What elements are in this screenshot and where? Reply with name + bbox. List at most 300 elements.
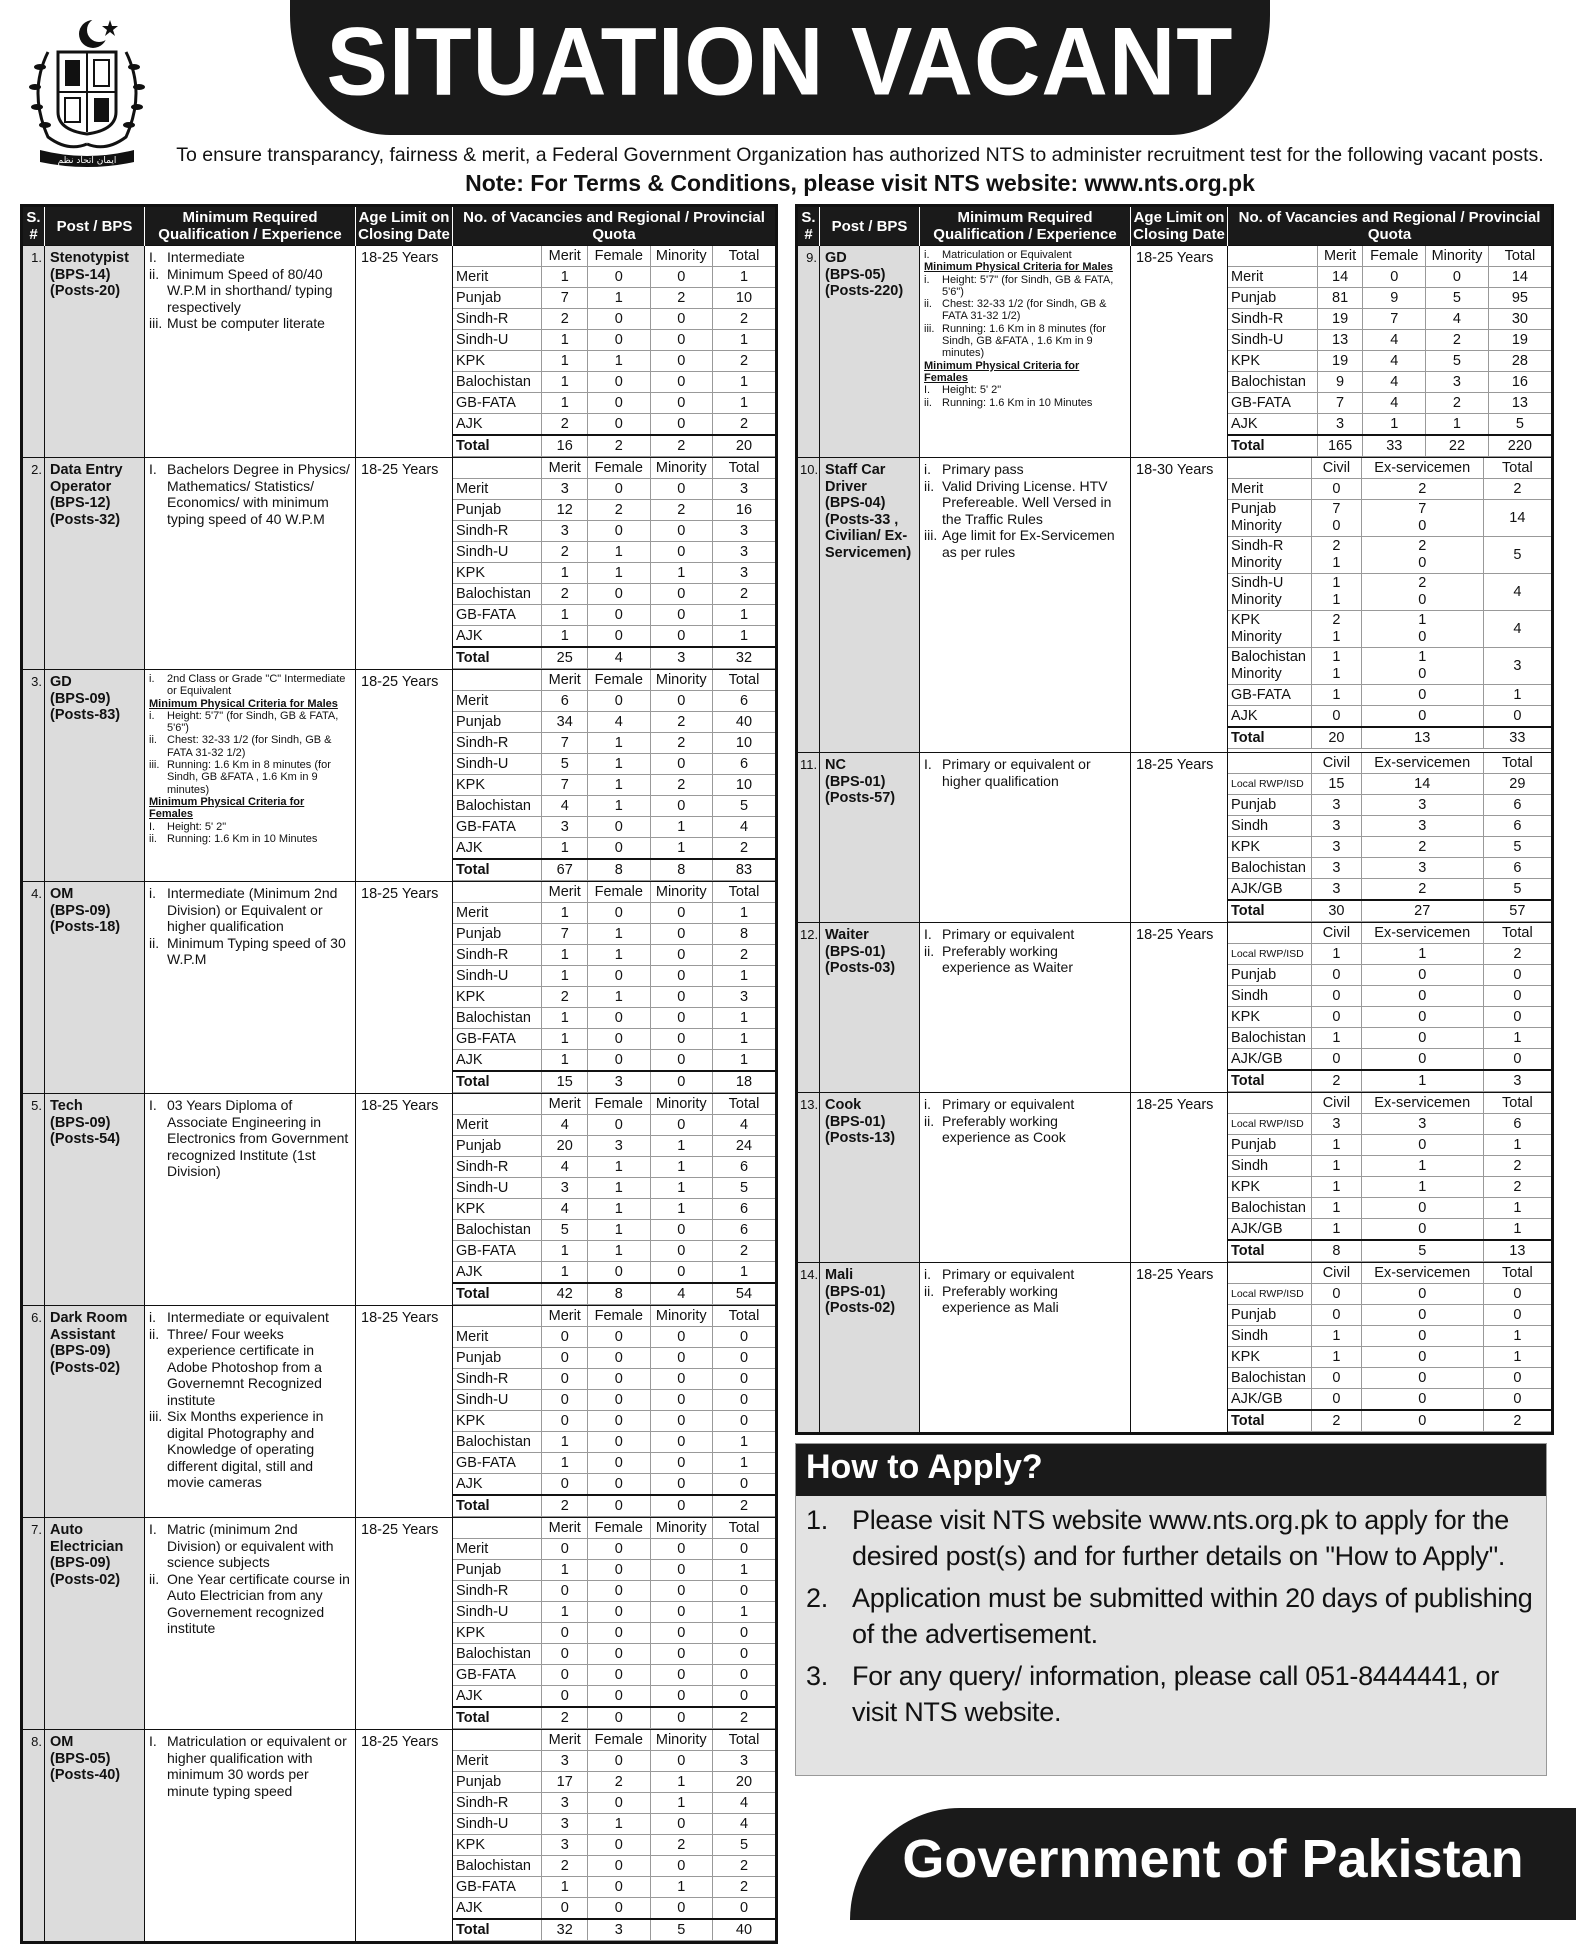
quota-row bbox=[453, 351, 775, 372]
quota-value: 5 bbox=[1483, 879, 1551, 901]
quota-value: 6 bbox=[1483, 795, 1551, 816]
quota-value: 0 bbox=[1312, 1389, 1362, 1411]
quota-value: 0 bbox=[650, 372, 712, 393]
quota-col-header: Total bbox=[713, 882, 776, 903]
job-quota bbox=[453, 670, 777, 882]
qualification-num: i. bbox=[924, 273, 930, 286]
post-line: NC bbox=[825, 757, 846, 773]
job-age-limit: 18-25 Years bbox=[356, 1730, 453, 1943]
quota-value: 0 bbox=[650, 1029, 712, 1050]
quota-value: 8 bbox=[1312, 1240, 1362, 1262]
quota-value: 0 bbox=[1361, 706, 1483, 728]
quota-value: 1 bbox=[713, 267, 776, 288]
job-number: 14. bbox=[797, 1263, 820, 1434]
intro-text: To ensure transparancy, fairness & merit, a Federal Government Organization has authorized NTS to administer recruitment test for the following vacant posts. bbox=[176, 144, 1544, 166]
quota-region: Total bbox=[1228, 1070, 1312, 1092]
job-post bbox=[820, 1093, 920, 1263]
job-post bbox=[820, 923, 920, 1093]
quota-value: 5 bbox=[1361, 1240, 1483, 1262]
quota-value: 0 bbox=[1361, 1049, 1483, 1071]
quota-value: 1 bbox=[1426, 414, 1489, 436]
quota-row bbox=[453, 1262, 775, 1284]
quota-value: 1 bbox=[713, 1050, 776, 1072]
qualification-num: i. bbox=[924, 461, 931, 477]
quota-value: 7 bbox=[542, 775, 588, 796]
quota-value: 1 bbox=[1361, 1156, 1483, 1177]
post-line: Civilian/ Ex- bbox=[825, 528, 908, 544]
quota-value: 1 bbox=[542, 1453, 588, 1474]
quota-value: 0 bbox=[650, 1348, 712, 1369]
quota-value: 5 bbox=[1483, 837, 1551, 858]
quota-header-row bbox=[453, 670, 775, 691]
quota-region: AJK/GB bbox=[1228, 1049, 1312, 1071]
quota-value: 6 bbox=[1483, 858, 1551, 879]
post-line: (Posts-32) bbox=[50, 511, 121, 528]
quota-region: Sindh-R bbox=[1228, 309, 1317, 330]
quota-row bbox=[453, 1348, 775, 1369]
quota-col-header: Ex-servicemen bbox=[1361, 753, 1483, 774]
apply-step-number: 3. bbox=[806, 1661, 828, 1691]
terms-note: Note: For Terms & Conditions, please visit NTS website: www.nts.org.pk bbox=[465, 170, 1255, 196]
qualification-text: 03 Years Diploma of Associate Engineering in Electronics from Government recognized Institute (1st Division) bbox=[167, 1097, 349, 1179]
quota-value: 3 bbox=[542, 1835, 588, 1856]
qualification-text: Matriculation or Equivalent bbox=[942, 249, 1072, 261]
quota-value: 0 bbox=[1361, 685, 1483, 706]
qualification-num: I. bbox=[149, 820, 156, 833]
quota-value: 0 bbox=[650, 1581, 712, 1602]
quota-total-row bbox=[453, 1919, 775, 1941]
quota-value: 0 bbox=[650, 1707, 712, 1729]
quota-value: 7 bbox=[1363, 309, 1426, 330]
quota-region: AJK bbox=[453, 1898, 542, 1920]
qualification-item bbox=[149, 935, 351, 968]
quota-row bbox=[453, 309, 775, 330]
quota-region: AJK bbox=[453, 414, 542, 436]
job-post bbox=[45, 670, 145, 882]
quota-col-header: Minority bbox=[650, 670, 712, 691]
quota-region: Local RWP/ISD bbox=[1228, 1114, 1312, 1135]
quota-row bbox=[453, 1029, 775, 1050]
quota-row bbox=[453, 1644, 775, 1665]
quota-value: 0 bbox=[588, 1008, 650, 1029]
quota-value: 4 bbox=[713, 817, 776, 838]
quota-value: 0 bbox=[588, 267, 650, 288]
quota-row bbox=[453, 1199, 775, 1220]
post-line: (Posts-83) bbox=[50, 707, 121, 723]
quota-value: 8 bbox=[713, 924, 776, 945]
apply-step bbox=[796, 1652, 1546, 1730]
quota-value: 0 bbox=[713, 1898, 776, 1920]
quota-region: GB-FATA bbox=[1228, 685, 1312, 706]
job-number: 6. bbox=[22, 1306, 45, 1518]
quota-value: 1 bbox=[542, 1432, 588, 1453]
quota-value: 0 bbox=[650, 1474, 712, 1496]
qualification-text: Primary pass bbox=[942, 461, 1024, 477]
quota-col-header: Total bbox=[713, 246, 776, 267]
quota-value: 0 bbox=[542, 1474, 588, 1496]
qualification-text: Running: 1.6 Km in 10 Minutes bbox=[167, 832, 318, 845]
quota-value: 3 bbox=[713, 521, 776, 542]
quota-row bbox=[453, 1560, 775, 1581]
quota-value: 1 bbox=[542, 267, 588, 288]
quota-value: 0 bbox=[542, 1327, 588, 1348]
quota-row bbox=[453, 1369, 775, 1390]
quota-row bbox=[1228, 1135, 1551, 1156]
criteria-heading: Minimum Physical Criteria for Females bbox=[924, 359, 1080, 384]
qualification-num: ii. bbox=[149, 1325, 160, 1342]
quota-value: 0 bbox=[542, 1369, 588, 1390]
quota-row bbox=[1228, 574, 1551, 611]
qualification-text: Intermediate (Minimum 2nd Division) or Equivalent or higher qualification bbox=[167, 885, 338, 934]
quota-value: 9 bbox=[1363, 288, 1426, 309]
quota-value: 15 bbox=[1312, 774, 1362, 795]
quota-col-header: Ex-servicemen bbox=[1361, 1263, 1483, 1284]
quota-value: 0 bbox=[650, 267, 712, 288]
quota-value: 1 bbox=[1483, 1028, 1551, 1049]
quota-value: 0 bbox=[588, 1539, 650, 1560]
qualification-num: i. bbox=[924, 249, 930, 261]
quota-value: 33 bbox=[1483, 727, 1551, 749]
quota-value: 0 bbox=[588, 1602, 650, 1623]
quota-value: 0 bbox=[650, 1390, 712, 1411]
quota-value: 5 bbox=[542, 1220, 588, 1241]
job-quota bbox=[453, 1094, 777, 1306]
quota-row bbox=[1228, 414, 1551, 436]
quota-row bbox=[453, 479, 775, 500]
quota-col-header: Minority bbox=[650, 1094, 712, 1115]
quota-row bbox=[453, 330, 775, 351]
quota-row bbox=[453, 372, 775, 393]
quota-value: 1 bbox=[542, 1262, 588, 1284]
quota-value: 0 bbox=[588, 817, 650, 838]
quota-col-header: Female bbox=[588, 1730, 650, 1751]
quota-col-header: Total bbox=[1483, 1263, 1551, 1284]
quota-value: 0 bbox=[1361, 1368, 1483, 1389]
quota-value: 3 bbox=[1361, 816, 1483, 837]
quota-row bbox=[453, 288, 775, 309]
job-quota bbox=[453, 1518, 777, 1730]
quota-region: Sindh-U bbox=[453, 754, 542, 775]
quota-col-header: Merit bbox=[542, 1094, 588, 1115]
quota-value: 0 bbox=[713, 1390, 776, 1411]
quota-col-header: Total bbox=[713, 1094, 776, 1115]
qualification-num: I. bbox=[924, 926, 932, 942]
quota-value: 3 bbox=[542, 817, 588, 838]
quota-col-header: Civil bbox=[1312, 458, 1362, 479]
quota-corner bbox=[1228, 753, 1312, 774]
quota-row bbox=[453, 796, 775, 817]
quota-value: 1 bbox=[713, 372, 776, 393]
quota-value: 1 bbox=[542, 1029, 588, 1050]
quota-region: Sindh-R bbox=[453, 733, 542, 754]
quota-total-row bbox=[453, 435, 775, 457]
quota-col-header: Total bbox=[713, 1730, 776, 1751]
quota-value: 0 bbox=[650, 351, 712, 372]
job-age-limit: 18-25 Years bbox=[1131, 246, 1228, 458]
quota-value: 1 bbox=[588, 1157, 650, 1178]
quota-value: 1 bbox=[1361, 1070, 1483, 1092]
quota-col-header: Minority bbox=[1426, 246, 1489, 267]
quota-value: 1 bbox=[542, 838, 588, 860]
qualification-item bbox=[924, 943, 1126, 976]
qualification-num: ii. bbox=[149, 265, 160, 282]
quota-region: Balochistan bbox=[1228, 1368, 1312, 1389]
quota-value: 6 bbox=[713, 1157, 776, 1178]
post-line: Operator bbox=[50, 478, 112, 495]
quota-region: Sindh-U bbox=[453, 330, 542, 351]
quota-value: 1 bbox=[588, 945, 650, 966]
quota-region: Sindh-R bbox=[453, 1793, 542, 1814]
quota-region: GB-FATA bbox=[453, 1453, 542, 1474]
quota-value: 1 bbox=[588, 775, 650, 796]
quota-value: 0 bbox=[713, 1474, 776, 1496]
quota-value: 3 bbox=[1361, 858, 1483, 879]
quota-region: KPK bbox=[453, 1623, 542, 1644]
quota-value: 4 bbox=[588, 647, 650, 669]
quota-row bbox=[1228, 774, 1551, 795]
quota-value: 1 bbox=[588, 987, 650, 1008]
quota-region: GB-FATA bbox=[453, 393, 542, 414]
quota-value: 0 bbox=[650, 754, 712, 775]
job-age-limit: 18-25 Years bbox=[1131, 1093, 1228, 1263]
job-number: 2. bbox=[22, 458, 45, 670]
quota-region: Balochistan bbox=[453, 1856, 542, 1877]
quota-row bbox=[1228, 1305, 1551, 1326]
post-line: Assistant bbox=[50, 1326, 116, 1343]
quota-value: 1 0 bbox=[1361, 648, 1483, 685]
qualification-item bbox=[149, 1326, 351, 1409]
qualification-item bbox=[149, 266, 351, 316]
qualification-text: 2nd Class or Grade "C" Intermediate or Equivalent bbox=[167, 673, 346, 698]
post-line: (Posts-02) bbox=[825, 1300, 896, 1316]
quota-value: 3 bbox=[713, 1751, 776, 1772]
quota-row bbox=[1228, 288, 1551, 309]
quota-region: Total bbox=[1228, 727, 1312, 749]
job-row bbox=[797, 923, 1553, 1093]
quota-value: 7 bbox=[542, 288, 588, 309]
qualification-num: ii. bbox=[149, 734, 157, 747]
job-number: 3. bbox=[22, 670, 45, 882]
quota-value: 2 bbox=[542, 1707, 588, 1729]
post-line: Electrician bbox=[50, 1538, 124, 1555]
quota-value: 5 bbox=[1426, 288, 1489, 309]
quota-value: 220 bbox=[1488, 435, 1551, 457]
quota-value: 1 bbox=[542, 1050, 588, 1072]
job-post bbox=[45, 1306, 145, 1518]
quota-header-row bbox=[1228, 1093, 1551, 1114]
quota-value: 16 bbox=[713, 500, 776, 521]
quota-value: 2 bbox=[650, 288, 712, 309]
quota-value: 0 bbox=[1363, 267, 1426, 288]
quota-region: KPK bbox=[1228, 1007, 1312, 1028]
quota-row bbox=[1228, 1028, 1551, 1049]
quota-region: Total bbox=[453, 1283, 542, 1305]
quota-value: 0 bbox=[650, 1411, 712, 1432]
quota-value: 1 bbox=[1483, 1135, 1551, 1156]
quota-col-header: Ex-servicemen bbox=[1361, 458, 1483, 479]
post-line: Tech bbox=[50, 1098, 83, 1114]
qualification-num: ii. bbox=[149, 934, 160, 951]
quota-total-row bbox=[453, 859, 775, 881]
quota-value: 3 bbox=[1312, 837, 1362, 858]
quota-value: 2 bbox=[1483, 944, 1551, 965]
quota-region: AJK bbox=[453, 1262, 542, 1284]
quota-value: 4 bbox=[1483, 574, 1551, 611]
qualification-num: i. bbox=[924, 1096, 931, 1112]
quota-value: 24 bbox=[713, 1136, 776, 1157]
quota-row bbox=[1228, 330, 1551, 351]
quota-value: 3 bbox=[1361, 795, 1483, 816]
quota-row bbox=[453, 1178, 775, 1199]
post-line: (Posts-220) bbox=[825, 283, 904, 299]
quota-col-header: Merit bbox=[542, 246, 588, 267]
post-line: (BPS-01) bbox=[825, 773, 886, 790]
quota-value: 8 bbox=[588, 859, 650, 881]
job-age-limit: 18-25 Years bbox=[1131, 923, 1228, 1093]
vacancy-table-right bbox=[795, 204, 1554, 1435]
quota-row bbox=[453, 1327, 775, 1348]
quota-value: 3 bbox=[713, 479, 776, 500]
quota-value: 1 bbox=[713, 1262, 776, 1284]
quota-value: 165 bbox=[1317, 435, 1363, 457]
quota-value: 0 bbox=[588, 903, 650, 924]
post-line: (BPS-05) bbox=[825, 266, 886, 283]
quota-corner bbox=[1228, 246, 1317, 267]
quota-value: 1 bbox=[1312, 1156, 1362, 1177]
qualification-text: Primary or equivalent bbox=[942, 926, 1075, 942]
quota-region: Sindh-R bbox=[453, 309, 542, 330]
quota-value: 0 bbox=[650, 1602, 712, 1623]
qualification-num: iii. bbox=[149, 315, 163, 331]
job-quota bbox=[1228, 753, 1553, 923]
quota-value: 7 bbox=[1317, 393, 1363, 414]
quota-value: 1 bbox=[1483, 685, 1551, 706]
quota-value: 0 bbox=[650, 393, 712, 414]
quota-region: Punjab bbox=[453, 500, 542, 521]
quota-value: 1 bbox=[713, 626, 776, 648]
quota-table bbox=[1228, 246, 1551, 457]
quota-region: AJK bbox=[453, 1474, 542, 1496]
quota-value: 1 bbox=[1312, 1326, 1362, 1347]
quota-value: 1 bbox=[542, 626, 588, 648]
quota-row bbox=[453, 1835, 775, 1856]
job-age-limit: 18-25 Years bbox=[356, 1306, 453, 1518]
post-line: (BPS-01) bbox=[825, 1113, 886, 1130]
quota-row bbox=[453, 945, 775, 966]
quota-value: 1 bbox=[650, 563, 712, 584]
qualification-text: Primary or equivalent bbox=[942, 1266, 1075, 1282]
job-row bbox=[22, 1094, 777, 1306]
quota-value: 2 bbox=[713, 838, 776, 860]
quota-table bbox=[1228, 458, 1551, 749]
quota-col-header: Merit bbox=[542, 670, 588, 691]
quota-value: 4 bbox=[542, 1157, 588, 1178]
qualification-text: Height: 5'7" (for Sindh, GB & FATA, 5'6") bbox=[167, 709, 339, 735]
quota-value: 2 bbox=[713, 1495, 776, 1517]
age-header: Age Limit on Closing Date bbox=[356, 206, 453, 246]
quota-value: 0 bbox=[650, 1623, 712, 1644]
qualification-item bbox=[149, 1521, 351, 1571]
quota-value: 2 bbox=[588, 435, 650, 457]
post-line: (BPS-09) bbox=[50, 1555, 111, 1571]
quota-value: 1 bbox=[542, 966, 588, 987]
quota-region: Total bbox=[453, 859, 542, 881]
quota-region: Punjab Minority bbox=[1228, 500, 1312, 537]
quota-value: 0 bbox=[650, 414, 712, 436]
quota-value: 1 bbox=[650, 1772, 712, 1793]
quota-value: 20 bbox=[542, 1136, 588, 1157]
job-post bbox=[45, 246, 145, 458]
quota-region: Punjab bbox=[1228, 795, 1312, 816]
quota-col-header: Female bbox=[588, 1306, 650, 1327]
quota-value: 2 bbox=[588, 500, 650, 521]
quota-value: 3 bbox=[1312, 858, 1362, 879]
quota-value: 6 bbox=[542, 691, 588, 712]
quota-region: GB-FATA bbox=[453, 1241, 542, 1262]
quota-value: 6 bbox=[713, 691, 776, 712]
job-number: 5. bbox=[22, 1094, 45, 1306]
quota-value: 14 bbox=[1483, 500, 1551, 537]
quota-region: Balochistan Minority bbox=[1228, 648, 1312, 685]
quota-region: Local RWP/ISD bbox=[1228, 774, 1312, 795]
qualification-num: iii. bbox=[149, 759, 160, 772]
quota-value: 0 bbox=[650, 796, 712, 817]
quota-value: 2 bbox=[713, 1241, 776, 1262]
quota-region: Balochistan bbox=[453, 796, 542, 817]
quota-value: 2 bbox=[650, 712, 712, 733]
quota-value: 1 bbox=[542, 1877, 588, 1898]
post-line: Servicemen) bbox=[825, 544, 912, 561]
quota-value: 2 bbox=[1312, 1410, 1362, 1432]
quota-row bbox=[453, 393, 775, 414]
quota-region: Merit bbox=[1228, 267, 1317, 288]
quota-value: 2 bbox=[713, 309, 776, 330]
job-number: 13. bbox=[797, 1093, 820, 1263]
qualification-item bbox=[924, 926, 1126, 943]
quota-value: 1 0 bbox=[1361, 611, 1483, 648]
quota-value: 0 bbox=[1361, 1305, 1483, 1326]
quota-total-row bbox=[1228, 435, 1551, 457]
quota-value: 3 bbox=[1361, 1114, 1483, 1135]
job-qualification bbox=[920, 1093, 1131, 1263]
quota-region: KPK bbox=[1228, 351, 1317, 372]
quota-value: 19 bbox=[1317, 351, 1363, 372]
quota-value: 1 bbox=[1361, 1177, 1483, 1198]
job-number: 11. bbox=[797, 753, 820, 923]
qualification-text: Age limit for Ex-Servicemen as per rules bbox=[942, 527, 1115, 560]
quota-value: 1 bbox=[1312, 685, 1362, 706]
quota-col-header: Female bbox=[588, 458, 650, 479]
quota-value: 0 bbox=[650, 1686, 712, 1708]
job-qualification bbox=[145, 458, 356, 670]
qualification-num: iii. bbox=[924, 322, 935, 335]
quota-col-header: Female bbox=[588, 1094, 650, 1115]
quota-value: 1 bbox=[588, 796, 650, 817]
quota-value: 0 bbox=[1361, 1389, 1483, 1411]
quota-value: 0 bbox=[588, 838, 650, 860]
post-line: (Posts-20) bbox=[50, 283, 121, 299]
quota-region: Sindh-R bbox=[453, 945, 542, 966]
quota-region: AJK bbox=[453, 1686, 542, 1708]
post-line: (Posts-02) bbox=[50, 1359, 121, 1376]
quota-row bbox=[1228, 648, 1551, 685]
quota-value: 2 bbox=[1483, 1156, 1551, 1177]
quota-value: 2 bbox=[650, 733, 712, 754]
quota-total-row bbox=[453, 647, 775, 669]
post-line: (BPS-05) bbox=[50, 1750, 111, 1767]
government-emblem bbox=[18, 12, 156, 172]
quota-value: 40 bbox=[713, 1919, 776, 1941]
